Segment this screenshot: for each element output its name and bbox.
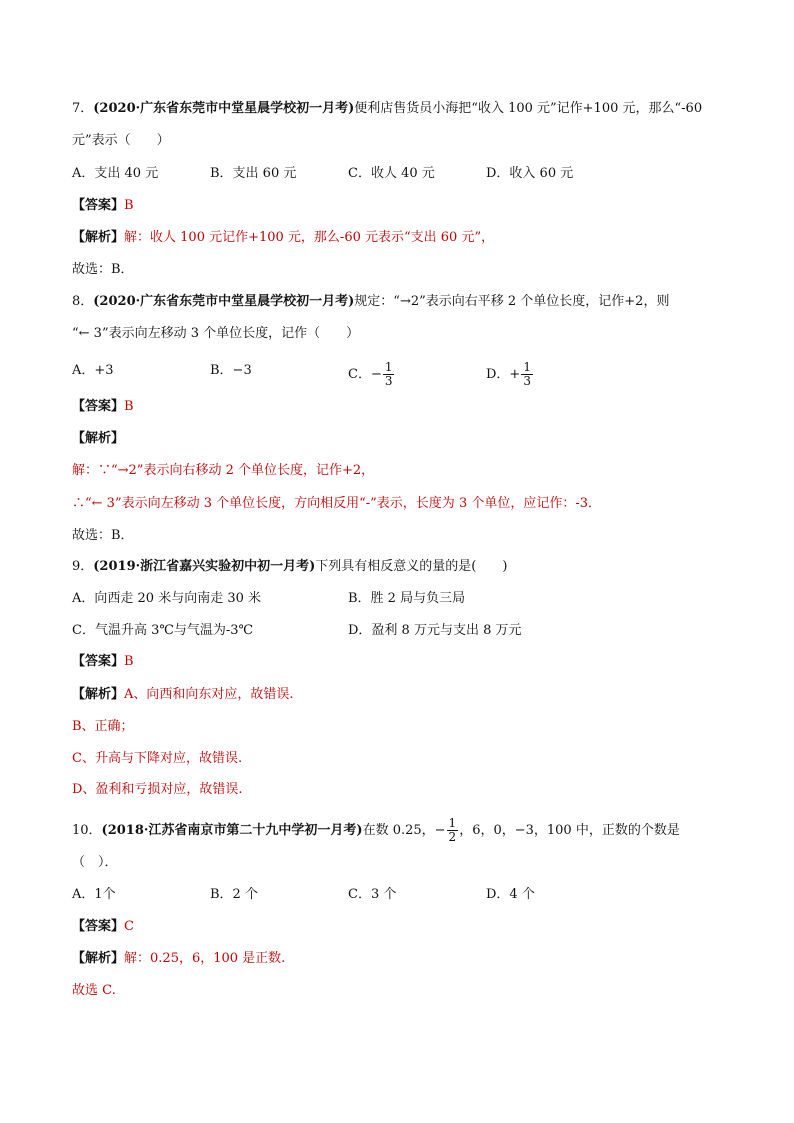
option-c-fraction: [383, 361, 395, 388]
question-8-analysis-label: [72, 429, 734, 449]
analysis-label: 【解析】: [72, 951, 125, 966]
question-10-options: [72, 885, 734, 905]
question-10-analysis: [72, 949, 734, 969]
answer-label: 【答案】: [72, 198, 125, 213]
fraction-denominator: 3: [523, 374, 531, 388]
answer-value: B: [124, 198, 134, 213]
question-fraction: [447, 817, 459, 844]
option-b: B．胜 2 局与负三局: [348, 591, 466, 606]
question-7-analysis: [72, 228, 734, 248]
question-text: 下列具有相反意义的量的是( ): [315, 559, 508, 574]
option-a: A．支出 40 元: [72, 166, 159, 181]
question-8-options: [72, 361, 734, 388]
question-9-analysis-4: D、盈利和亏损对应，故错误.: [72, 782, 243, 797]
answer-label: 【答案】: [72, 919, 125, 934]
option-a: A．+3: [72, 363, 114, 378]
question-10-line-1: [72, 817, 734, 844]
question-9-analysis: [72, 685, 734, 705]
analysis-text: 解：收人 100 元记作+100 元，那么-60 元表示“支出 60 元”，: [124, 230, 495, 245]
answer-value: C: [124, 919, 134, 934]
question-7-line-1: [72, 99, 734, 119]
question-source: (2018·江苏省南京市第二十九中学初一月考): [101, 823, 363, 838]
question-source: (2020·广东省东莞市中堂星晨学校初一月考): [93, 101, 355, 116]
answer-value: B: [124, 654, 134, 669]
fraction-denominator: 2: [448, 830, 457, 844]
fraction-numerator: 1: [448, 816, 457, 830]
question-10-line-2: （ ）．: [72, 855, 118, 870]
option-d: [486, 361, 624, 388]
option-d-prefix: D．+: [486, 367, 521, 382]
fraction-denominator: 3: [384, 374, 393, 388]
analysis-label: 【解析】: [72, 230, 125, 245]
question-8-line-1: [72, 292, 734, 312]
question-7-line-2: 元”表示（ ）: [72, 133, 170, 148]
option-d: D．收入 60 元: [486, 166, 574, 181]
option-c: C．气温升高 3℃与气温为-3℃: [72, 623, 254, 638]
question-9-analysis-2: B、正确；: [72, 719, 134, 734]
question-7-options: [72, 164, 734, 184]
option-b: B．支出 60 元: [210, 166, 297, 181]
option-d: D．4 个: [486, 887, 535, 902]
option-b: B．−3: [210, 363, 252, 378]
question-number: 8．: [72, 294, 94, 309]
answer-value: B: [124, 399, 134, 414]
question-9-answer: [72, 652, 734, 672]
question-text: 便利店售货员小海把“收入 100 元”记作+100 元，那么“-60: [354, 101, 703, 116]
answer-label: 【答案】: [72, 399, 125, 414]
question-number: 9．: [72, 559, 94, 574]
option-a: A．向西走 20 米与向南走 30 米: [72, 591, 262, 606]
question-7-conclusion: 故选：B．: [72, 262, 134, 277]
option-c-prefix: C．−: [348, 367, 382, 382]
question-source: (2020·广东省东莞市中堂星晨学校初一月考): [93, 294, 355, 309]
question-text-pre: 在数 0.25，−: [362, 823, 446, 838]
option-c: C．收人 40 元: [348, 166, 435, 181]
question-source: (2019·浙江省嘉兴实验初中初一月考): [93, 559, 316, 574]
question-10-answer: [72, 917, 734, 937]
question-8-analysis-2: ∴“← 3”表示向左移动 3 个单位长度，方向相反用“-”表示，长度为 3 个单位，应记作：-3．: [72, 496, 602, 511]
question-8-line-2: “← 3”表示向左移动 3 个单位长度，记作（ ）: [72, 326, 360, 341]
question-9-line-1: [72, 557, 734, 577]
question-text-post: ，6，0，−3，100 中，正数的个数是: [459, 823, 680, 838]
option-c: [348, 361, 486, 388]
question-9-analysis-3: C、升高与下降对应，故错误.: [72, 751, 243, 766]
question-text: 规定：“→2”表示向右平移 2 个单位长度，记作+2，则: [354, 294, 670, 309]
analysis-label: 【解析】: [72, 431, 125, 446]
question-9-options-row-2: [72, 621, 734, 641]
option-b: B．2 个: [210, 887, 258, 902]
question-number: 7．: [72, 101, 94, 116]
question-8-answer: [72, 397, 734, 417]
analysis-text: A、向西和向东对应，故错误.: [124, 687, 294, 702]
fraction-numerator: 1: [523, 360, 531, 374]
analysis-label: 【解析】: [72, 687, 125, 702]
question-8-conclusion: 故选：B．: [72, 528, 134, 543]
answer-label: 【答案】: [72, 654, 125, 669]
fraction-numerator: 1: [384, 360, 393, 374]
question-10-conclusion: 故选 C.: [72, 983, 116, 998]
option-a: A．1个: [72, 887, 116, 902]
analysis-text: 解：0.25，6，100 是正数.: [124, 951, 286, 966]
option-c: C．3 个: [348, 887, 397, 902]
question-7-answer: [72, 196, 734, 216]
option-d-fraction: [521, 361, 533, 388]
question-9-options-row-1: [72, 589, 734, 609]
question-8-analysis-1: 解：∵“→2”表示向右移动 2 个单位长度，记作+2，: [72, 463, 375, 478]
option-d: D．盈利 8 万元与支出 8 万元: [348, 623, 522, 638]
question-number: 10．: [72, 823, 102, 838]
